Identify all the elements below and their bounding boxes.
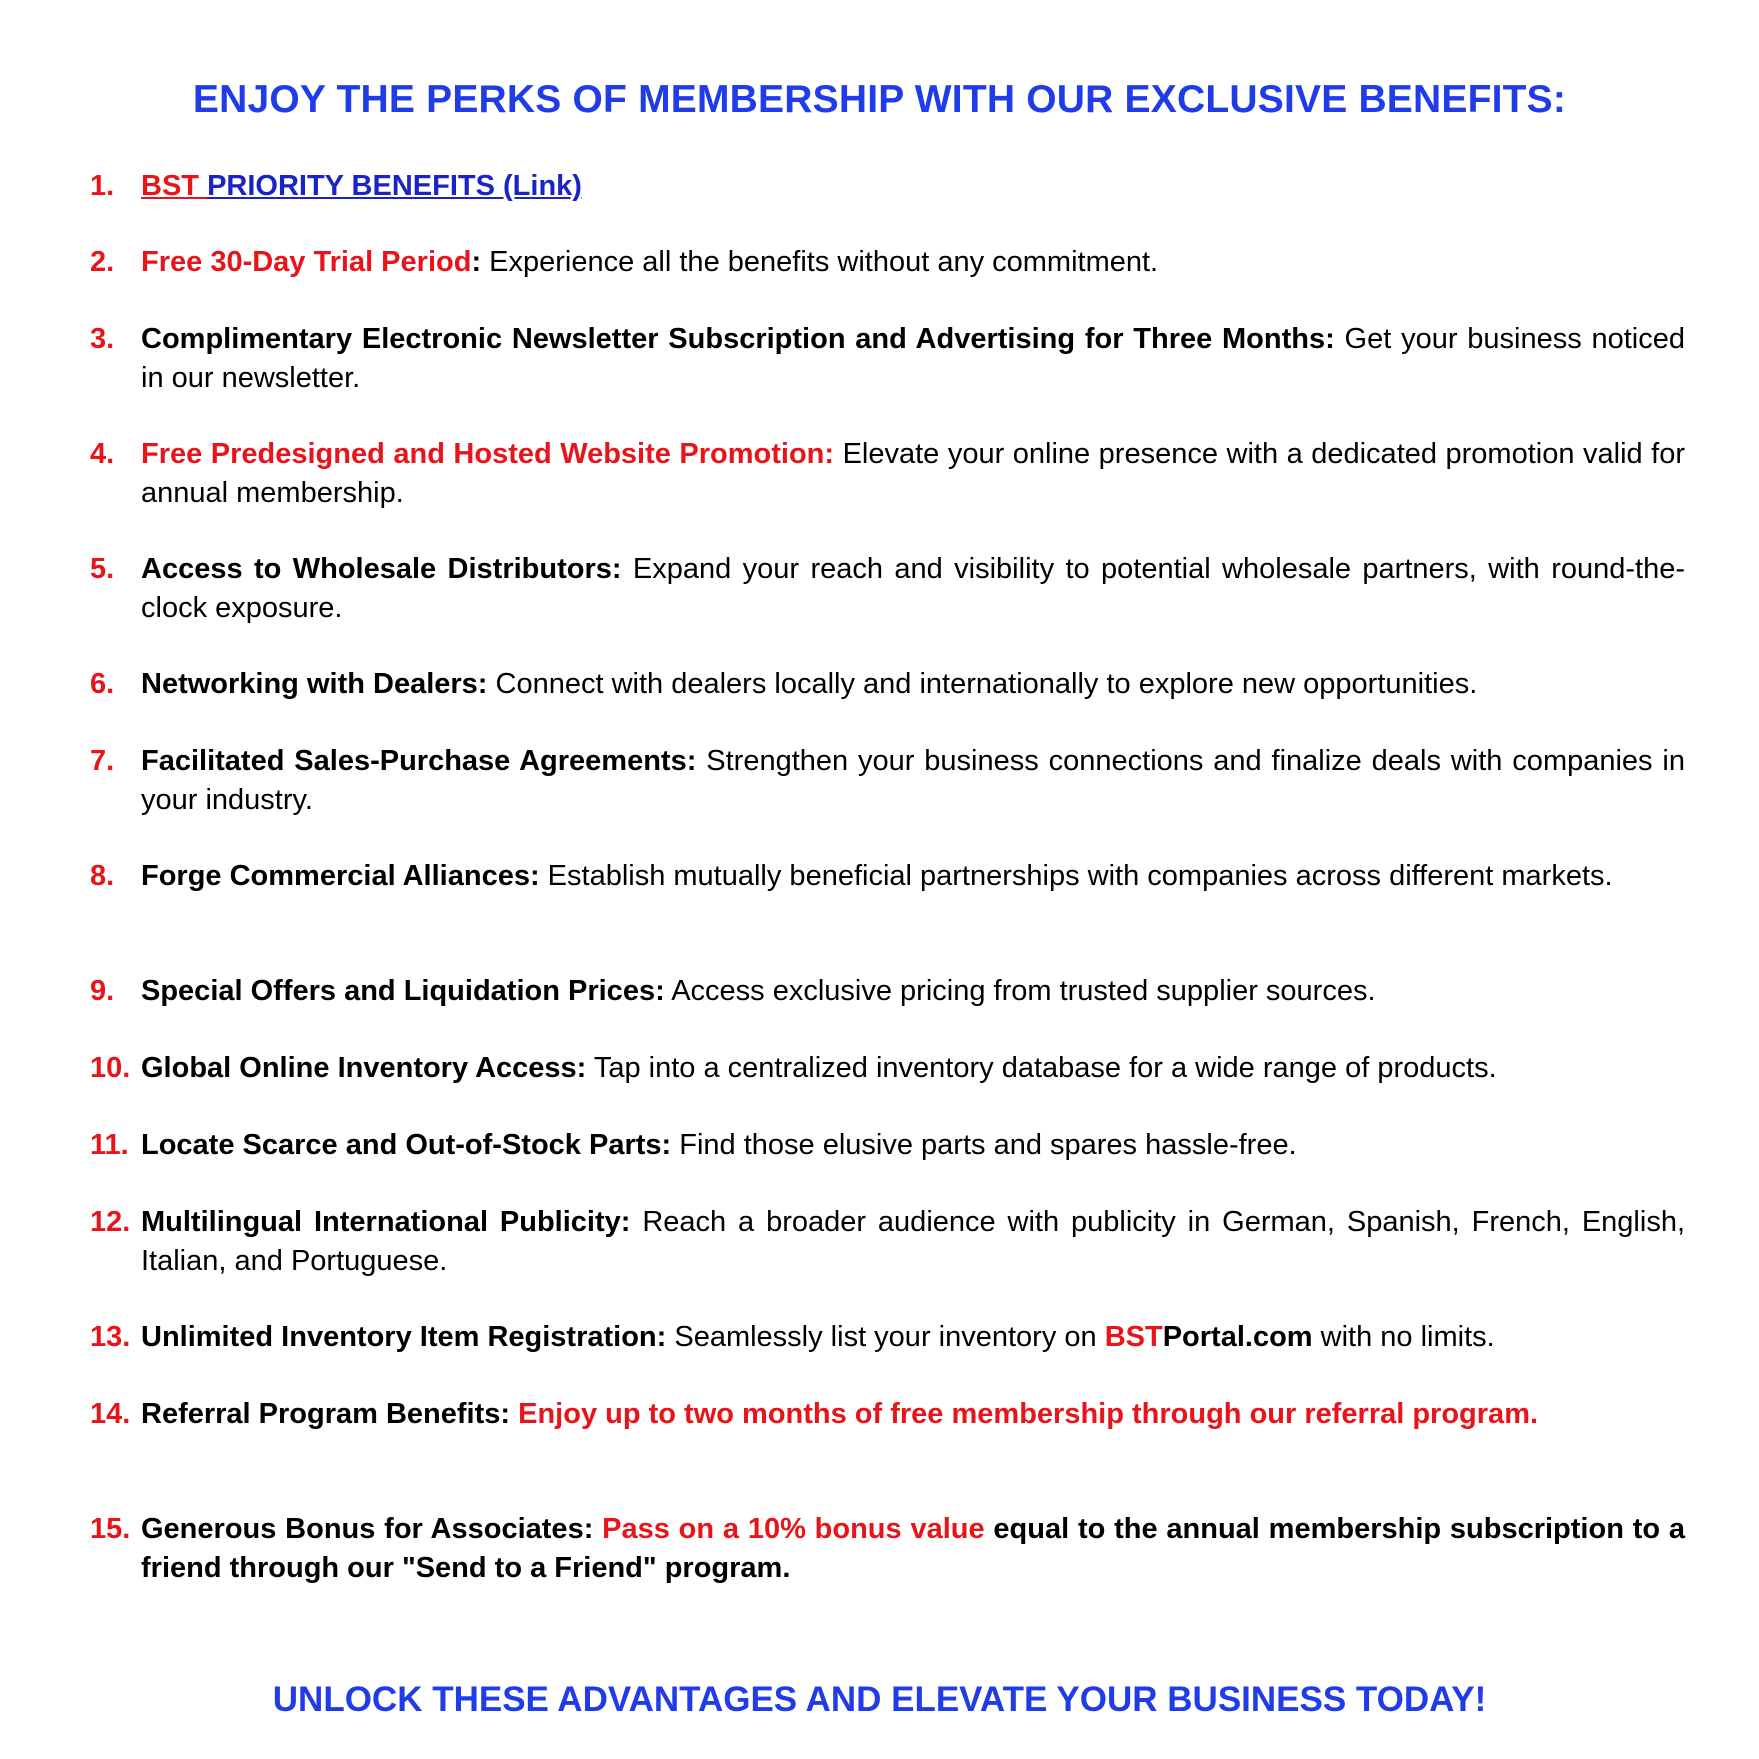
item-description: Connect with dealers locally and internationally to explore new opportunities. [487, 668, 1478, 700]
item-number: 10. [90, 1052, 131, 1084]
item-description: Get your business noticed in our newsletter. [141, 323, 1685, 394]
item-number: 9. [90, 975, 115, 1007]
benefit-item-14 [90, 1395, 1685, 1434]
item-label: Access to Wholesale Distributors: [141, 553, 622, 585]
item-number: 12. [90, 1206, 131, 1238]
brand-portal: Portal.com [1162, 1321, 1313, 1353]
item-colon: : [471, 246, 482, 278]
link-text-red: BST [141, 170, 208, 202]
item-label: Free 30-Day Trial Period [141, 246, 472, 278]
item-label: Complimentary Electronic Newsletter Subscription and Advertising for Three Months: [141, 323, 1335, 355]
benefit-item-6 [90, 665, 1685, 704]
item-number: 5. [90, 553, 115, 585]
benefit-item-11 [90, 1126, 1685, 1165]
item-label: Facilitated Sales-Purchase Agreements: [141, 745, 697, 777]
item-description: equal to the annual membership subscription to a friend through our "Send to a Friend" program. [141, 1513, 1685, 1584]
benefit-item-13 [90, 1318, 1685, 1357]
item-number: 15. [90, 1513, 131, 1545]
footer-cta: UNLOCK THESE ADVANTAGES AND ELEVATE YOUR BUSINESS TODAY! [272, 1680, 1487, 1719]
item-label: Free Predesigned and Hosted Website Promotion: [141, 438, 835, 470]
item-label: Multilingual International Publicity: [141, 1206, 631, 1238]
benefit-item-5 [90, 550, 1685, 628]
item-number: 11. [90, 1129, 129, 1161]
item-number: 6. [90, 668, 115, 700]
benefit-item-12 [90, 1203, 1685, 1281]
benefit-item-9 [90, 972, 1685, 1011]
item-description: Access exclusive pricing from trusted supplier sources. [664, 975, 1376, 1007]
item-label: Generous Bonus for Associates: [141, 1513, 594, 1545]
item-description: Tap into a centralized inventory database for a wide range of products. [586, 1052, 1497, 1084]
item-number: 14. [90, 1398, 131, 1430]
item-label: Global Online Inventory Access: [141, 1052, 587, 1084]
benefit-item-3 [90, 320, 1685, 398]
item-number: 4. [90, 438, 115, 470]
benefit-item-7 [90, 742, 1685, 820]
item-number: 8. [90, 860, 115, 892]
page-title: ENJOY THE PERKS OF MEMBERSHIP WITH OUR EXCLUSIVE BENEFITS: [192, 78, 1567, 121]
item-number: 13. [90, 1321, 131, 1353]
brand-bst: BST [1104, 1321, 1163, 1353]
benefit-item-10 [90, 1049, 1685, 1088]
item-description-highlight: Pass on a 10% bonus value [593, 1513, 985, 1545]
item-description: Elevate your online presence with a dedicated promotion valid for annual membership. [141, 438, 1686, 509]
item-description: Experience all the benefits without any commitment. [481, 246, 1159, 278]
item-label: Unlimited Inventory Item Registration: [141, 1321, 667, 1353]
item-description: Find those elusive parts and spares hassle-free. [671, 1129, 1297, 1161]
item-label: Networking with Dealers: [141, 668, 488, 700]
item-description: Seamlessly list your inventory on [666, 1321, 1105, 1353]
item-number: 1. [90, 170, 115, 202]
item-number: 3. [90, 323, 115, 355]
item-description-highlight: Enjoy up to two months of free membership through our referral program. [510, 1398, 1539, 1430]
item-number: 7. [90, 745, 115, 777]
item-description: Strengthen your business connections and finalize deals with companies in your industry. [141, 745, 1685, 816]
item-label: Locate Scarce and Out-of-Stock Parts: [141, 1129, 672, 1161]
benefit-item-2 [90, 243, 1685, 282]
benefit-item-1 [90, 167, 1685, 206]
item-label: Special Offers and Liquidation Prices: [141, 975, 665, 1007]
priority-benefits-link[interactable] [141, 170, 582, 202]
item-label: Forge Commercial Alliances: [141, 860, 540, 892]
item-number: 2. [90, 246, 115, 278]
item-label: Referral Program Benefits: [141, 1398, 511, 1430]
benefit-item-8 [90, 857, 1685, 896]
benefit-item-15 [90, 1510, 1685, 1588]
benefit-item-4 [90, 435, 1685, 513]
item-description: Expand your reach and visibility to potential wholesale partners, with round-the-clock exposure. [141, 553, 1685, 624]
item-description-end: with no limits. [1312, 1321, 1495, 1353]
item-description: Reach a broader audience with publicity in German, Spanish, French, English, Italian, and Portuguese. [141, 1206, 1686, 1277]
link-text-blue: PRIORITY BENEFITS (Link) [207, 170, 582, 202]
item-description: Establish mutually beneficial partnerships with companies across different markets. [539, 860, 1613, 892]
